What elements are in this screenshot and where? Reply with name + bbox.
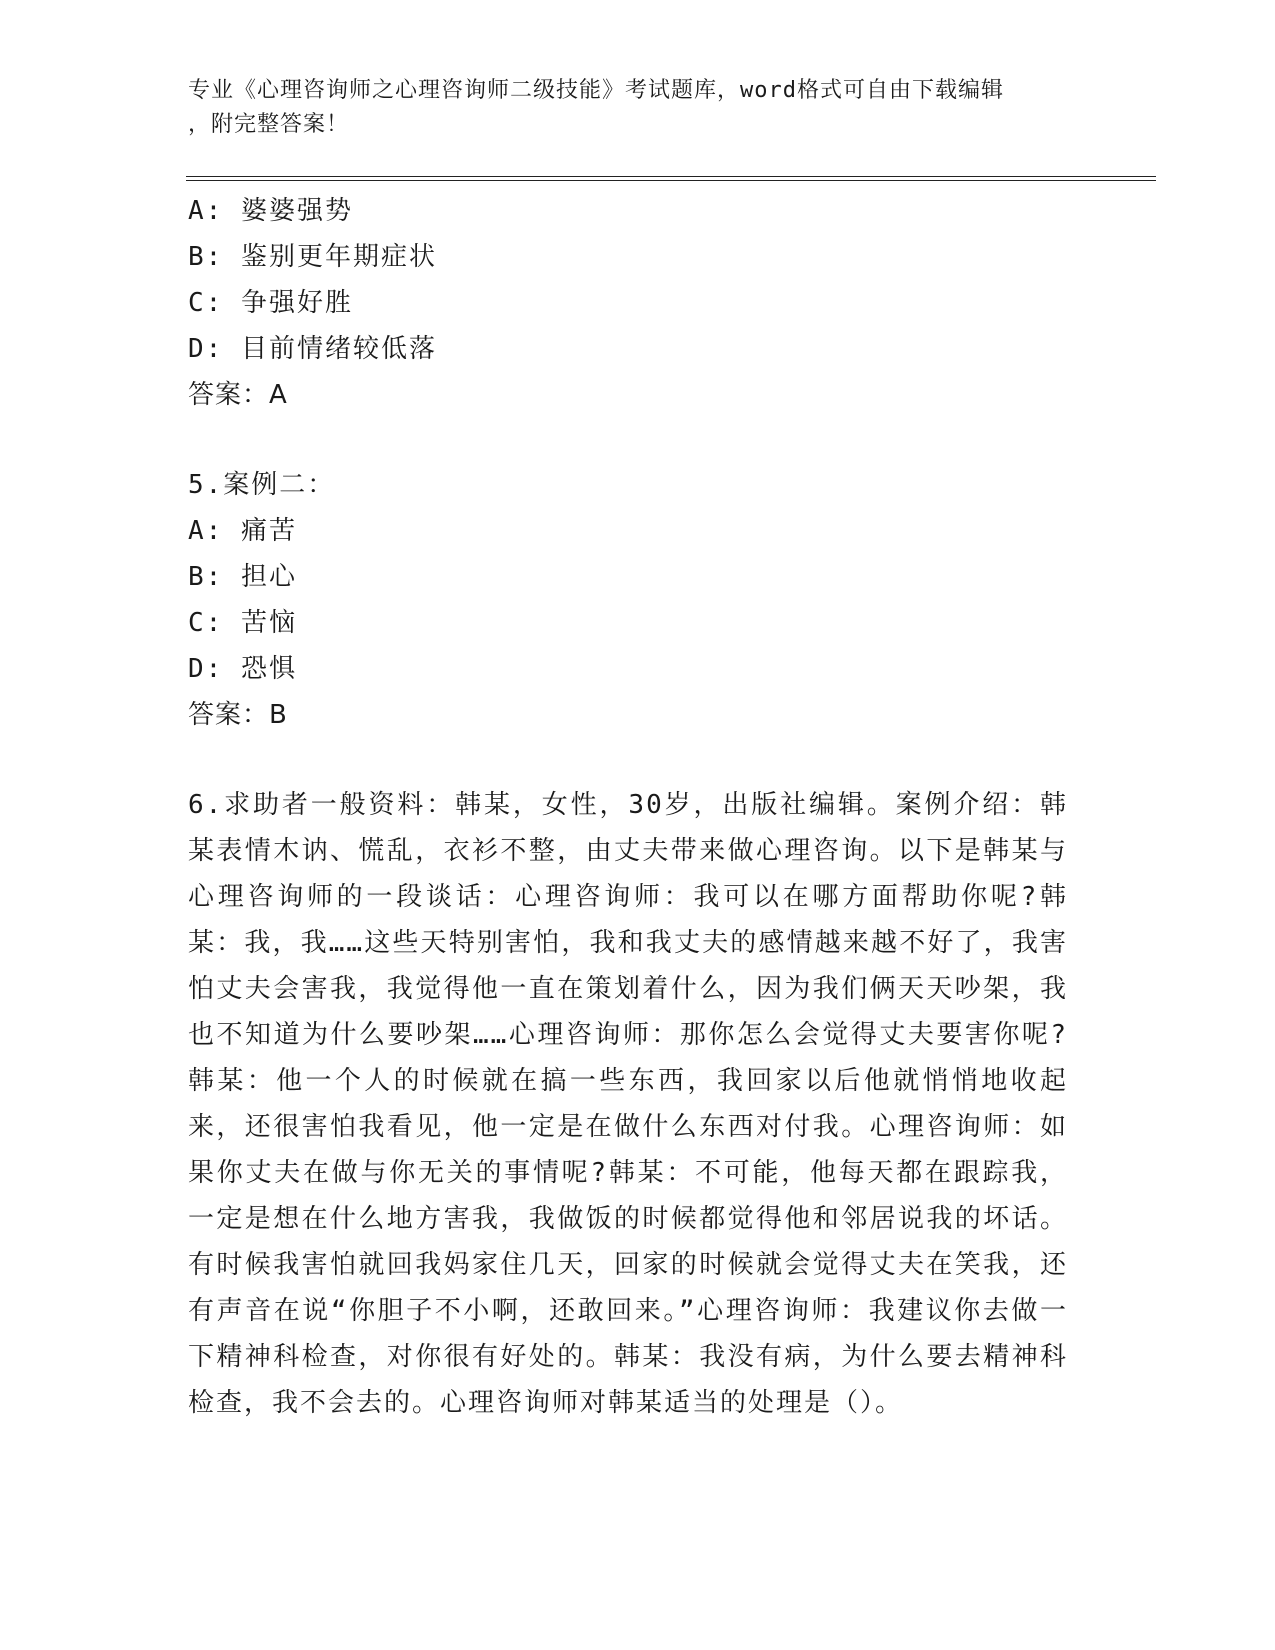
option-c: C: 苦恼 [188,608,297,638]
page-header [188,74,1068,142]
header-line-2: ，附完整答案！ [188,112,350,137]
question-stem: 6.求助者一般资料：韩某，女性，30岁，出版社编辑。案例介绍：韩某表情木讷、慌乱，衣衫不整，由丈夫带来做心理咨询。以下是韩某与心理咨询师的一段谈话：心理咨询师：我可以在哪方面帮助你呢?韩某：我，我……这些天特别害怕，我和我丈夫的感情越来越不好了，我害怕丈夫会害我，我觉得他一直在策划着什么，因为我们俩天天吵架，我也不知道为什么要吵架……心理咨询师：那你怎么会觉得丈夫要害你呢?韩某：他一个人的时候就在搞一些东西，我回家以后他就悄悄地收起来，还很害怕我看见，他一定是在做什么东西对付我。心理咨询师：如果你丈夫在做与你无关的事情呢?韩某：不可能，他每天都在跟踪我，一定是想在什么地方害我，我做饭的时候都觉得他和邻居说我的坏话。有时候我害怕就回我妈家住几天，回家的时候就会觉得丈夫在笑我，还有声音在说“你胆子不小啊，还敢回来。”心理咨询师：我建议你去做一下精神科检查，对你很有好处的。韩某：我没有病，为什么要去精神科检查，我不会去的。心理咨询师对韩某适当的处理是（）。 [188,790,1068,1418]
option-d: D: 恐惧 [188,654,297,684]
spacer [188,418,1068,462]
answer-label: 答案：A [188,380,288,410]
option-d: D: 目前情绪较低落 [188,334,437,364]
option-c: C: 争强好胜 [188,288,353,318]
spacer [188,738,1068,782]
question-5-block [188,462,1068,738]
option-a: A: 婆婆强势 [188,196,353,226]
answer-label: 答案：B [188,700,288,730]
header-rule-bottom [186,180,1156,181]
header-rule-top [186,176,1156,177]
header-line-1: 专业《心理咨询师之心理咨询师二级技能》考试题库，word格式可自由下载编辑 [188,78,1004,103]
option-a: A: 痛苦 [188,516,297,546]
option-b: B: 担心 [188,562,297,592]
option-b: B: 鉴别更年期症状 [188,242,437,272]
question-4-block [188,188,1068,418]
question-stem: 5.案例二： [188,470,336,500]
question-6-block [188,782,1068,1426]
question-content [188,188,1068,1426]
